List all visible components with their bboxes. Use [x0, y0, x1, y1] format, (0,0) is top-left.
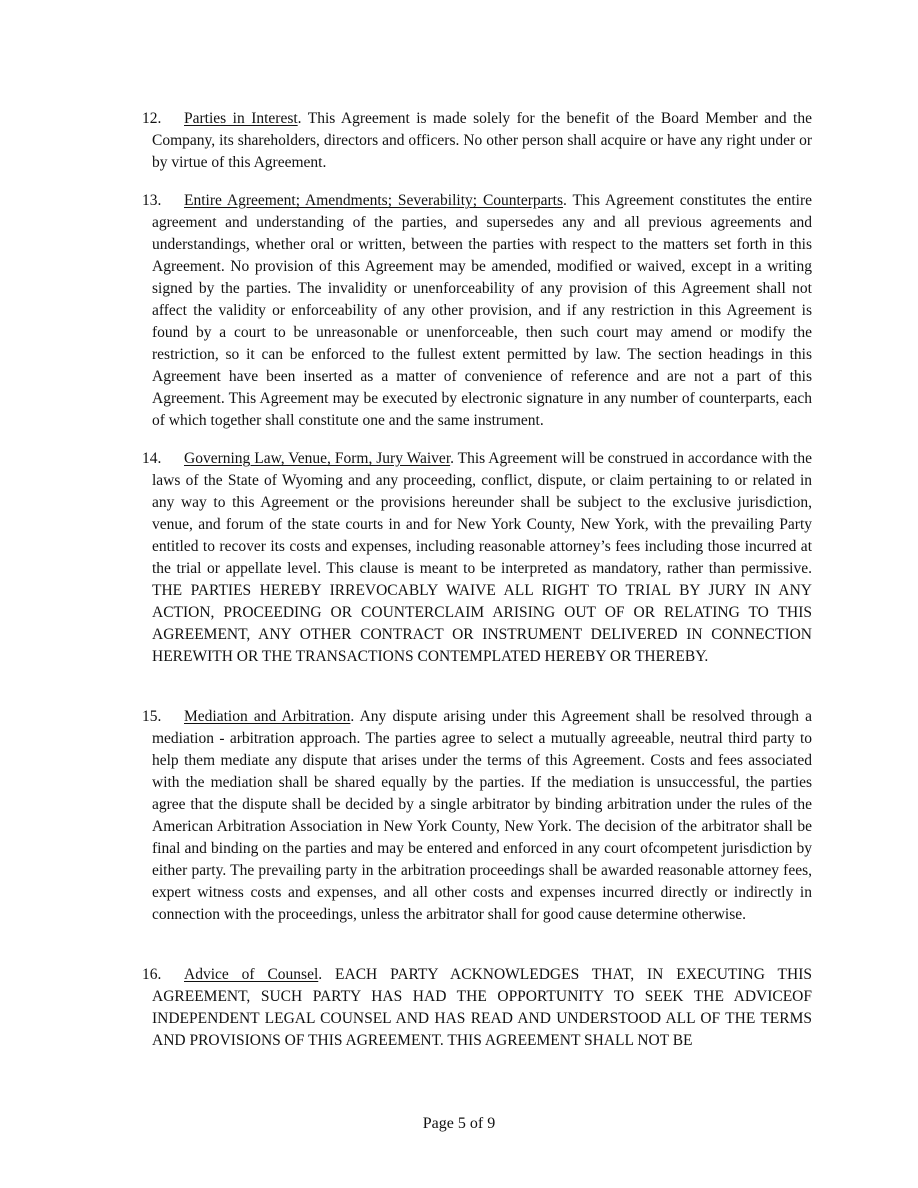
section-13	[142, 190, 812, 432]
section-16	[142, 964, 812, 1052]
section-paragraph	[142, 964, 812, 1052]
section-15	[142, 706, 812, 926]
section-heading: Parties in Interest	[184, 110, 298, 127]
section-14	[142, 448, 812, 668]
section-12	[142, 108, 812, 174]
page-number-footer: Page 5 of 9	[422, 1115, 496, 1132]
section-body: . Any dispute arising under this Agreement shall be resolved through a mediation - arbitration approach. The parties agree to select a mutually agreeable, neutral third party to help them mediate any dispute that arises under the terms of this Agreement. Costs and fees associated with the mediation shall be shared equally by the parties. If the mediation is unsuccessful, the parties agree that the dispute shall be decided by a single arbitrator by binding arbitration under the rules of the American Arbitration Association in New York County, New York. The decision of the arbitrator shall be final and binding on the parties and may be entered and enforced in any court ofcompetent jurisdiction by either party. The prevailing party in the arbitration proceedings shall be awarded reasonable attorney fees, expert witness costs and expenses, and all other costs and expenses incurred directly or indirectly in connection with the proceedings, unless the arbitrator shall for good cause determine otherwise.	[152, 708, 812, 923]
section-body: . EACH PARTY ACKNOWLEDGES THAT, IN EXECUTING THIS AGREEMENT, SUCH PARTY HAS HAD THE OPPORTUNITY TO SEEK THE ADVICEOF INDEPENDENT LEGAL COUNSEL AND HAS READ AND UNDERSTOOD ALL OF THE TERMS AND PROVISIONS OF THIS AGREEMENT. THIS AGREEMENT SHALL NOT BE	[152, 966, 812, 1049]
section-paragraph	[142, 108, 812, 174]
section-number: 16.	[142, 966, 162, 983]
section-body: . This Agreement constitutes the entire agreement and understanding of the parties, and supersedes any and all previous agreements and understandings, whether oral or written, between the parties with respect to the matters set forth in this Agreement. No provision of this Agreement may be amended, modified or waived, except in a writing signed by the parties. The invalidity or unenforceability of any provision of this Agreement shall not affect the validity or enforceability of any other provision, and if any restriction in this Agreement is found by a court to be unreasonable or unenforceable, then such court may amend or modify the restriction, so it can be enforced to the fullest extent permitted by law. The section headings in this Agreement have been inserted as a matter of convenience of reference and are not a part of this Agreement. This Agreement may be executed by electronic signature in any number of counterparts, each of which together shall constitute one and the same instrument.	[152, 192, 813, 429]
section-body: . This Agreement is made solely for the benefit of the Board Member and the Company, its shareholders, directors and officers. No other person shall acquire or have any right under or by virtue of this Agreement.	[152, 110, 812, 171]
section-number: 14.	[142, 450, 162, 467]
section-heading: Entire Agreement; Amendments; Severability; Counterparts	[184, 192, 564, 209]
section-paragraph	[142, 448, 812, 668]
section-heading: Governing Law, Venue, Form, Jury Waiver	[184, 450, 451, 467]
section-heading: Mediation and Arbitration	[184, 708, 351, 725]
section-number: 15.	[142, 708, 162, 725]
section-heading: Advice of Counsel	[184, 966, 319, 983]
section-number: 12.	[142, 110, 162, 127]
section-number: 13.	[142, 192, 162, 209]
section-body: . This Agreement will be construed in accordance with the laws of the State of Wyoming and any proceeding, conflict, dispute, or claim pertaining to or related in any way to this Agreement or the provisions hereunder shall be subject to the exclusive jurisdiction, venue, and forum of the state courts in and for New York County, New York, with the prevailing Party entitled to recover its costs and expenses, including reasonable attorney’s fees including those incurred at the trial or appellate level. This clause is meant to be interpreted as mandatory, rather than permissive. THE PARTIES HEREBY IRREVOCABLY WAIVE ALL RIGHT TO TRIAL BY JURY IN ANY ACTION, PROCEEDING OR COUNTERCLAIM ARISING OUT OF OR RELATING TO THIS AGREEMENT, ANY OTHER CONTRACT OR INSTRUMENT DELIVERED IN CONNECTION HEREWITH OR THE TRANSACTIONS CONTEMPLATED HEREBY OR THEREBY.	[152, 450, 812, 665]
section-paragraph	[142, 190, 812, 432]
section-paragraph	[142, 706, 812, 926]
